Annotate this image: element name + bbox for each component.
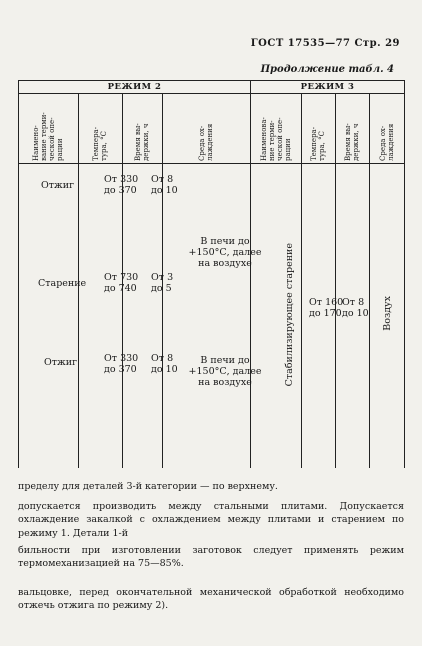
- table-continuation-label: Продолжение табл. 4: [260, 64, 394, 75]
- mode2-header-cell: [19, 81, 251, 95]
- mode3-label: РЕЖИМ 3: [251, 81, 404, 94]
- body-col-1: [19, 164, 79, 468]
- row2-operation: Старение: [38, 278, 87, 289]
- row3-time: От 8 до 10: [151, 353, 178, 375]
- paragraph-4: вальцовке, перед окончательной механической обработкой необходимо отжечь отжига по режиму 2).: [18, 587, 404, 612]
- col-header-temp: Темпера- тура, °С: [79, 94, 123, 164]
- col-header-media: Среда ох- лаждения: [163, 94, 251, 164]
- paragraph-2: допускается производить между стальными плитами. Допускается охлаждение закалкой с охлаждением между плитами и старением по режиму 1. Детали 1-й: [18, 501, 404, 539]
- col-header-time-3: Время вы- держки, ч: [336, 94, 370, 164]
- mode3-operation-cell: [276, 240, 302, 390]
- row1-time: От 8 до 10: [151, 174, 178, 196]
- paragraph-1: пределу для деталей 3-й категории — по верхнему.: [18, 481, 278, 492]
- mode3-header-cell: [251, 81, 405, 95]
- mode3-time: От 8 до 10: [342, 297, 369, 319]
- mode2-label: РЕЖИМ 2: [19, 81, 250, 94]
- media-cell-1: В печи до +150°С, далее на воздухе: [188, 236, 262, 269]
- mode3-operation: Стабилизирующее старение: [283, 243, 295, 387]
- col-header-time: Время вы- держки, ч: [123, 94, 163, 164]
- row1-operation: Отжиг: [41, 180, 75, 191]
- body-col-3: [123, 164, 163, 468]
- row2-temperature: От 730 до 740: [104, 272, 139, 294]
- row3-operation: Отжиг: [44, 357, 78, 368]
- row1-temperature: От 330 до 370: [104, 174, 139, 196]
- mode3-media-cell: [372, 290, 402, 336]
- body-col-4: [163, 164, 251, 468]
- col-header-op-3: Наименова- ние терми- ческой опе- рации: [251, 94, 302, 164]
- col-header-media-3: Среда ох- лаждения: [370, 94, 405, 164]
- mode3-media: Воздух: [381, 295, 393, 331]
- row3-temperature: От 330 до 370: [104, 353, 139, 375]
- body-col-2: [79, 164, 123, 468]
- row2-time: От 3 до 5: [151, 272, 174, 294]
- col-header-temp-3: Темпера- тура, °С: [302, 94, 336, 164]
- paragraph-3: бильности при изготовлении заготовок следует применять режим термомеханизацией на 75—85%.: [18, 545, 404, 570]
- mode3-temperature: От 160 до 170: [309, 297, 344, 319]
- heat-treatment-table: [18, 80, 405, 468]
- col-header-op: Наимено- вание терми- ческой опе- рации: [19, 94, 79, 164]
- page-header: ГОСТ 17535—77 Стр. 29: [250, 38, 400, 49]
- media-cell-2: В печи до +150°С, далее на воздухе: [188, 355, 262, 388]
